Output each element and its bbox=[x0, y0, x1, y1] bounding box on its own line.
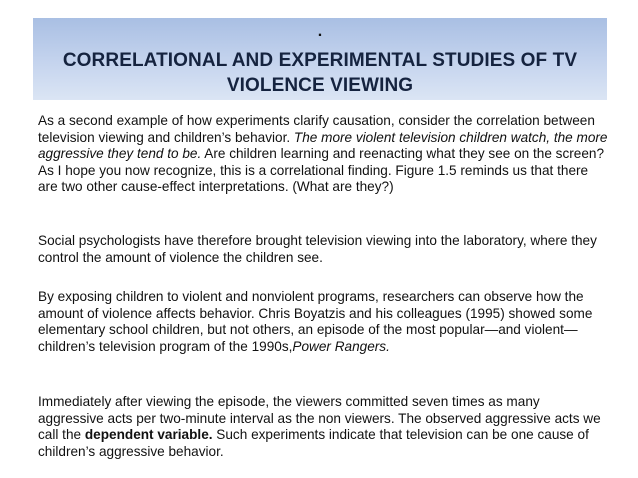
paragraph-dependent-variable bbox=[38, 394, 608, 460]
title-bar bbox=[33, 18, 607, 100]
slide-title: CORRELATIONAL AND EXPERIMENTAL STUDIES OF TV VIOLENCE VIEWING bbox=[62, 50, 578, 96]
paragraph-text: Are children learning and reenacting what they see on the screen? As I hope you now recognize, this is a correlational finding. Figure 1.5 reminds us that there are two other cause-effect interpretations. (What are they?) bbox=[38, 146, 605, 195]
paragraph-text: Such experiments indicate that television can be one cause of children’s aggressive behavior. bbox=[38, 427, 589, 459]
paragraph-text: Social psychologists have therefore brought television viewing into the laboratory, where they control the amount of violence the children see. bbox=[38, 233, 597, 265]
paragraph-power-rangers bbox=[38, 289, 608, 355]
title-dot: . bbox=[317, 23, 323, 40]
paragraph-text: By exposing children to violent and nonviolent programs, researchers can observe how the amount of violence affects behavior. Chris Boyatzis and his colleagues (1995) showed some elementary school children, but not others, an episode of the most popular—and violent—children’s television program of the 1990s, bbox=[38, 289, 593, 354]
italic-text: The more violent television children watch, the more aggressive they tend to be. bbox=[38, 129, 608, 162]
bold-text: dependent variable. bbox=[84, 427, 213, 443]
paragraph-laboratory bbox=[38, 233, 608, 266]
paragraph-correlation bbox=[38, 113, 608, 196]
paragraph-text: Immediately after viewing the episode, the viewers committed seven times as many aggressive acts per two-minute interval as the non viewers. The observed aggressive acts we call the bbox=[38, 394, 601, 443]
italic-text: Power Rangers. bbox=[292, 338, 390, 354]
paragraph-text: As a second example of how experiments clarify causation, consider the correlation between television viewing and children’s behavior. bbox=[38, 113, 595, 145]
